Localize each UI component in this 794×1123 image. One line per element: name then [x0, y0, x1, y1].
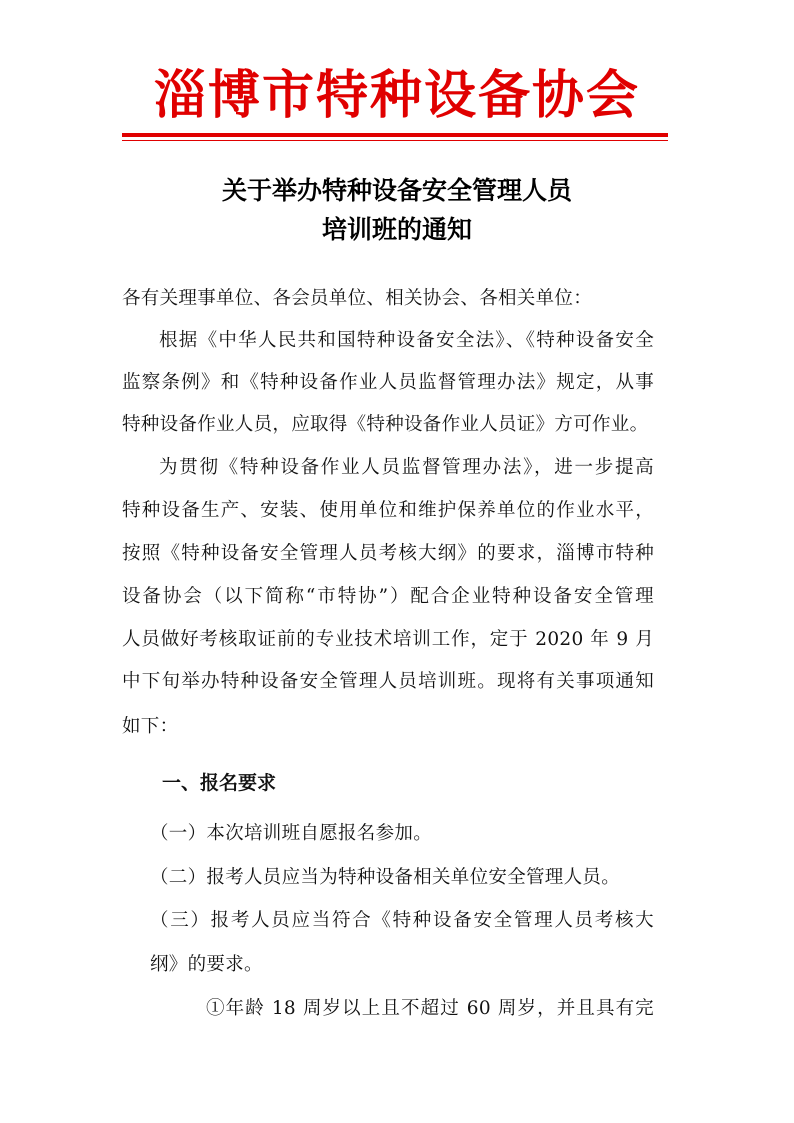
paragraph-2-line: 中下旬举办特种设备安全管理人员培训班。现将有关事项通知: [122, 671, 654, 692]
paragraph-1-line: 监察条例》和《特种设备作业人员监督管理办法》规定，从事: [122, 372, 654, 393]
section-1-heading: 一、报名要求: [162, 772, 277, 794]
section-1-item: （一）本次培训班自愿报名参加。: [150, 823, 433, 844]
document-title-line-2: 培训班的通知: [321, 215, 472, 244]
paragraph-2-line: 人员做好考核取证前的专业技术培训工作，定于 2020 年 9 月: [122, 629, 654, 650]
paragraph-2-line: 设备协会（以下简称“市特协”）配合企业特种设备安全管理: [122, 586, 654, 607]
section-1-item: （二）报考人员应当为特种设备相关单位安全管理人员。: [150, 867, 621, 888]
letterhead-rule-thick: [122, 133, 668, 137]
paragraph-2-line: 如下：: [122, 716, 179, 737]
paragraph-1-line: 特种设备作业人员，应取得《特种设备作业人员证》方可作业。: [122, 414, 649, 435]
org-letterhead-title: 淄博市特种设备协会: [153, 65, 640, 126]
document-title-line-1: 关于举办特种设备安全管理人员: [221, 176, 572, 205]
section-1-item-continued: 纲》的要求。: [150, 954, 263, 975]
paragraph-2-line: 特种设备生产、安装、使用单位和维护保养单位的作业水平，: [122, 500, 654, 521]
letterhead-rule-thin: [122, 140, 668, 141]
paragraph-1-line: 根据《中华人民共和国特种设备安全法》、《特种设备安全: [159, 330, 654, 351]
section-1-subitem: ①年龄 18 周岁以上且不超过 60 周岁，并且具有完: [206, 998, 654, 1019]
paragraph-2-line: 按照《特种设备安全管理人员考核大纲》的要求，淄博市特种: [122, 543, 654, 564]
paragraph-2-line: 为贯彻《特种设备作业人员监督管理办法》，进一步提高: [159, 457, 654, 478]
salutation: 各有关理事单位、各会员单位、相关协会、各相关单位：: [122, 288, 593, 309]
section-1-item: （三）报考人员应当符合《特种设备安全管理人员考核大: [150, 910, 654, 931]
